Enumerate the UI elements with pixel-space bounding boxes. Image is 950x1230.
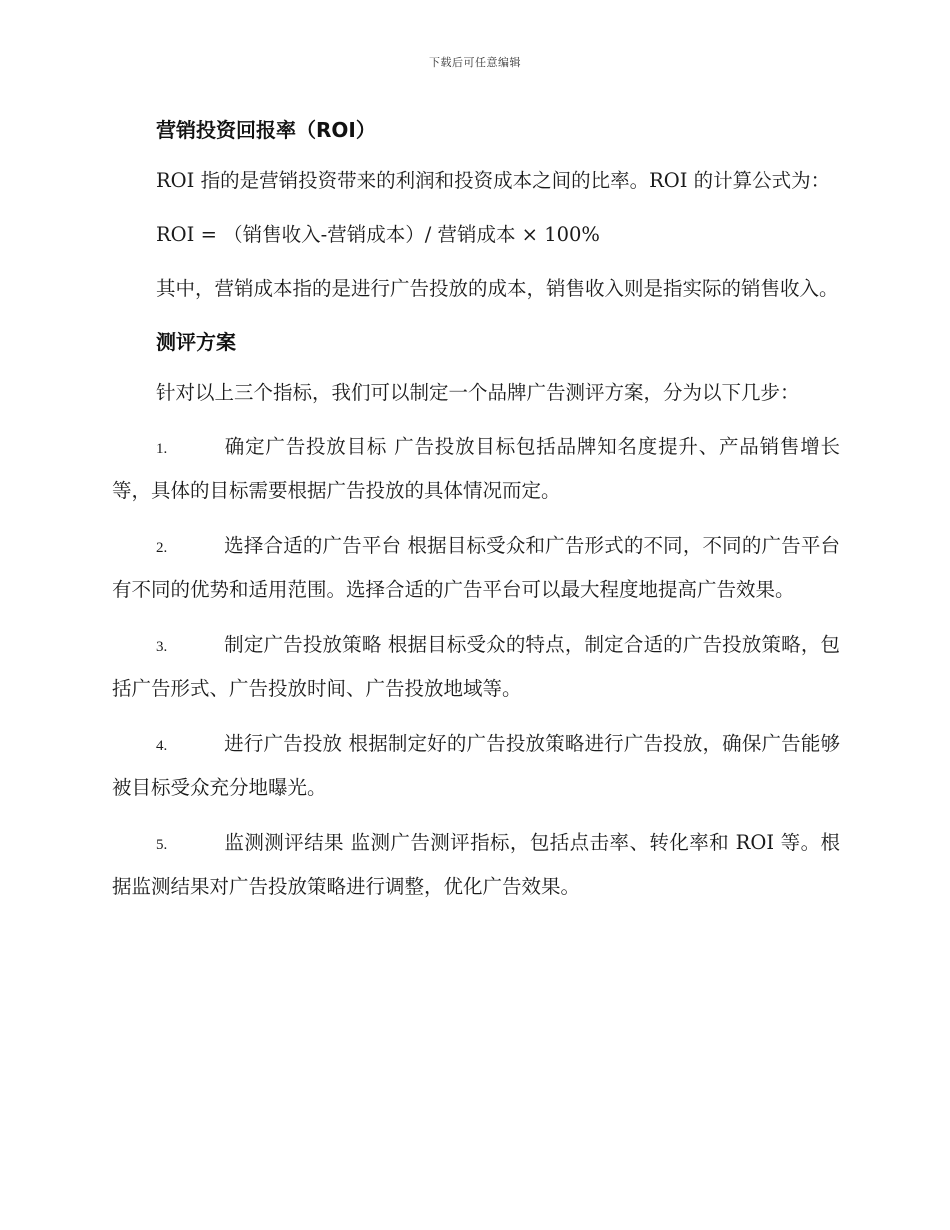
step-text: 制定广告投放策略 根据目标受众的特点，制定合适的广告投放策略，包括广告形式、广告投放时间、广告投放地域等。 — [112, 633, 840, 700]
plan-step-item — [112, 525, 840, 611]
section-title-plan: 测评方案 — [156, 330, 236, 354]
roi-formula: ROI = （销售收入-营销成本）/ 营销成本 × 100% — [156, 223, 600, 246]
plan-intro-paragraph: 针对以上三个指标，我们可以制定一个品牌广告测评方案，分为以下几步： — [156, 381, 800, 404]
plan-step-item — [112, 723, 840, 809]
plan-steps-list — [112, 426, 840, 908]
page-header-note: 下载后可任意编辑 — [429, 56, 521, 69]
roi-note-paragraph: 其中，营销成本指的是进行广告投放的成本，销售收入则是指实际的销售收入。 — [156, 277, 839, 300]
document-body — [112, 110, 840, 921]
step-number: 3. — [156, 639, 168, 655]
step-text: 进行广告投放 根据制定好的广告投放策略进行广告投放，确保广告能够被目标受众充分地曝光。 — [112, 732, 840, 799]
step-text: 选择合适的广告平台 根据目标受众和广告形式的不同，不同的广告平台有不同的优势和适用范围。选择合适的广告平台可以最大程度地提高广告效果。 — [112, 534, 840, 601]
step-number: 2. — [156, 540, 168, 556]
step-number: 1. — [156, 441, 168, 457]
step-text: 监测测评结果 监测广告测评指标，包括点击率、转化率和 ROI 等。根据监测结果对广告投放策略进行调整，优化广告效果。 — [112, 831, 840, 898]
roi-intro-paragraph: ROI 指的是营销投资带来的利润和投资成本之间的比率。ROI 的计算公式为： — [156, 169, 831, 192]
section-title-roi: 营销投资回报率（ROI） — [156, 118, 376, 142]
plan-step-item — [112, 822, 840, 908]
step-number: 5. — [156, 837, 168, 853]
plan-step-item — [112, 426, 840, 512]
plan-step-item — [112, 624, 840, 710]
step-text: 确定广告投放目标 广告投放目标包括品牌知名度提升、产品销售增长等，具体的目标需要根据广告投放的具体情况而定。 — [112, 435, 840, 502]
step-number: 4. — [156, 738, 168, 754]
